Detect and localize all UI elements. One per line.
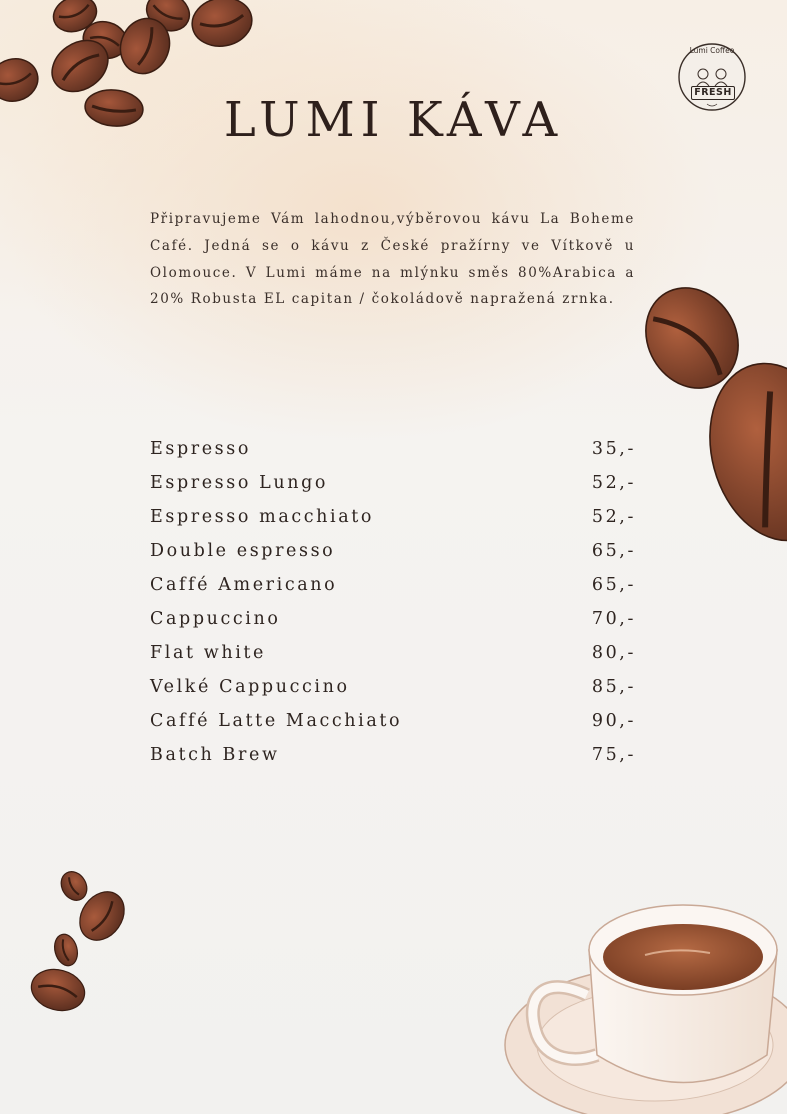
coffee-cup-icon	[505, 895, 787, 1114]
menu-item-price: 85,-	[591, 677, 636, 697]
menu-item-name: Velké Cappuccino	[150, 677, 350, 697]
menu-item	[150, 432, 636, 466]
coffee-bean-icon	[51, 932, 81, 969]
menu-item-price: 65,-	[591, 575, 636, 595]
menu-item-price: 35,-	[591, 439, 636, 459]
menu-item-price: 52,-	[591, 507, 636, 527]
menu-item	[150, 738, 636, 772]
menu-item	[150, 534, 636, 568]
coffee-menu-list	[150, 432, 636, 772]
menu-item	[150, 704, 636, 738]
coffee-beans-right	[640, 280, 787, 550]
menu-item	[150, 568, 636, 602]
menu-item-name: Batch Brew	[150, 745, 280, 765]
menu-item	[150, 500, 636, 534]
menu-item	[150, 670, 636, 704]
menu-item-price: 52,-	[591, 473, 636, 493]
logo-arc-text: Lumi Coffee	[689, 46, 735, 55]
menu-item-name: Espresso macchiato	[150, 507, 375, 527]
coffee-bean-icon	[188, 0, 255, 51]
menu-item-name: Cappuccino	[150, 609, 281, 629]
menu-item-name: Espresso Lungo	[150, 473, 329, 493]
logo-stamp-text: FRESH	[691, 86, 735, 100]
menu-item-name: Caffé Latte Macchiato	[150, 711, 403, 731]
menu-item	[150, 466, 636, 500]
menu-item	[150, 602, 636, 636]
coffee-bean-icon	[27, 964, 90, 1017]
menu-item-name: Flat white	[150, 643, 267, 663]
menu-item	[150, 636, 636, 670]
coffee-bean-icon	[56, 867, 92, 905]
coffee-beans-bottom-left	[20, 860, 140, 1030]
page-title: LUMI KÁVA	[223, 92, 564, 148]
menu-item-name: Espresso	[150, 439, 251, 459]
menu-item-price: 90,-	[591, 711, 636, 731]
menu-item-price: 75,-	[591, 745, 636, 765]
menu-item-name: Caffé Americano	[150, 575, 338, 595]
menu-item-price: 70,-	[591, 609, 636, 629]
menu-item-price: 80,-	[591, 643, 636, 663]
menu-item-name: Double espresso	[150, 541, 336, 561]
intro-paragraph: Připravujeme Vám lahodnou,výběrovou kávu La Boheme Café. Jedná se o kávu z České pražírny ve Vítkově u Olomouce. V Lumi máme na mlýnku směs 80%Arabica a 20% Robusta EL capitan / čokoládově napražená zrnka.	[150, 211, 635, 308]
menu-item-price: 65,-	[591, 541, 636, 561]
